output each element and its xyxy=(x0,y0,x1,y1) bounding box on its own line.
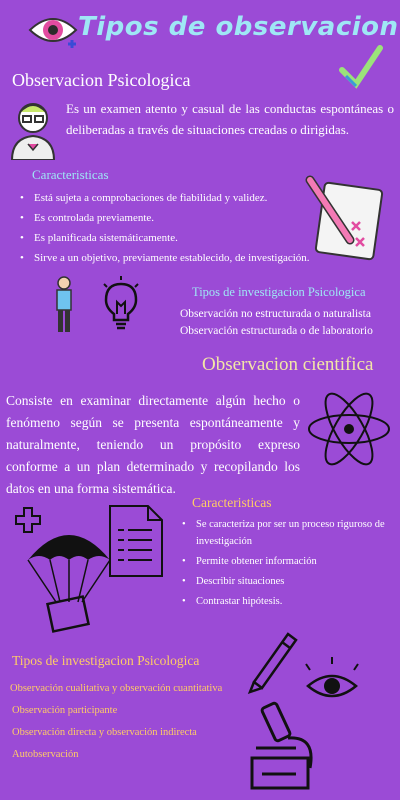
page-title: Tipos de observacion xyxy=(78,12,399,42)
parachute-icon xyxy=(24,520,114,640)
cientifica-caracteristicas-list xyxy=(196,516,396,610)
section-heading-cientifica: Observacion cientifica xyxy=(202,354,374,375)
checklist-pencil-icon xyxy=(304,174,384,264)
atom-icon xyxy=(306,386,392,472)
list-item: • Sirve a un objetivo, previamente establecido, de investigación. xyxy=(34,250,364,267)
microscope-icon xyxy=(240,628,390,796)
document-icon xyxy=(108,504,164,578)
psicologica-tipos-list xyxy=(180,306,373,340)
cientifica-description: Consiste en examinar directamente algún hecho o fenómeno según se presenta espontáneamente y naturalmente, teniendo un propósito expreso conforme a un plan determinado y recopilando los datos en una forma sistemática. xyxy=(6,393,300,496)
cientifica-caracteristicas-label: Caracteristicas xyxy=(192,495,272,510)
list-item: Observación participante xyxy=(12,705,118,716)
list-item: • Permite obtener información xyxy=(196,553,396,570)
list-item: • Se caracteriza por ser un proceso riguroso de investigación xyxy=(196,516,396,550)
person-icon xyxy=(54,276,74,334)
list-item: • Describir situaciones xyxy=(196,573,396,590)
cientifica-tipos-list xyxy=(10,680,222,763)
psicologica-caracteristicas-label: Caracteristicas xyxy=(32,167,109,182)
section-heading-psicologica: Observacion Psicologica xyxy=(12,70,191,90)
psicologica-description: Es un examen atento y casual de las conductas espontáneas o deliberadas a través de situaciones creadas o dirigidas. xyxy=(66,101,394,137)
checkmark-icon xyxy=(338,42,384,92)
list-item: • Es planificada sistemáticamente. xyxy=(34,230,364,247)
list-item: Observación estructurada o de laboratorio xyxy=(180,325,373,337)
cientifica-tipos-label: Tipos de investigacion Psicologica xyxy=(12,653,200,668)
lightbulb-icon xyxy=(100,276,142,332)
list-item: Observación directa y observación indirecta xyxy=(12,727,197,738)
psicologica-tipos-label: Tipos de investigacion Psicologica xyxy=(192,285,366,299)
list-item: Observación no estructurada o naturalista xyxy=(180,308,371,320)
list-item: Autobservación xyxy=(12,749,79,760)
list-item: • Está sujeta a comprobaciones de fiabilidad y validez. xyxy=(34,190,364,207)
eye-logo-icon xyxy=(28,10,78,50)
list-item: • Contrastar hipótesis. xyxy=(196,593,396,610)
list-item: Observación cualitativa y observación cuantitativa xyxy=(10,683,223,694)
list-item: • Es controlada previamente. xyxy=(34,210,364,227)
psychologist-avatar-icon xyxy=(8,96,58,160)
